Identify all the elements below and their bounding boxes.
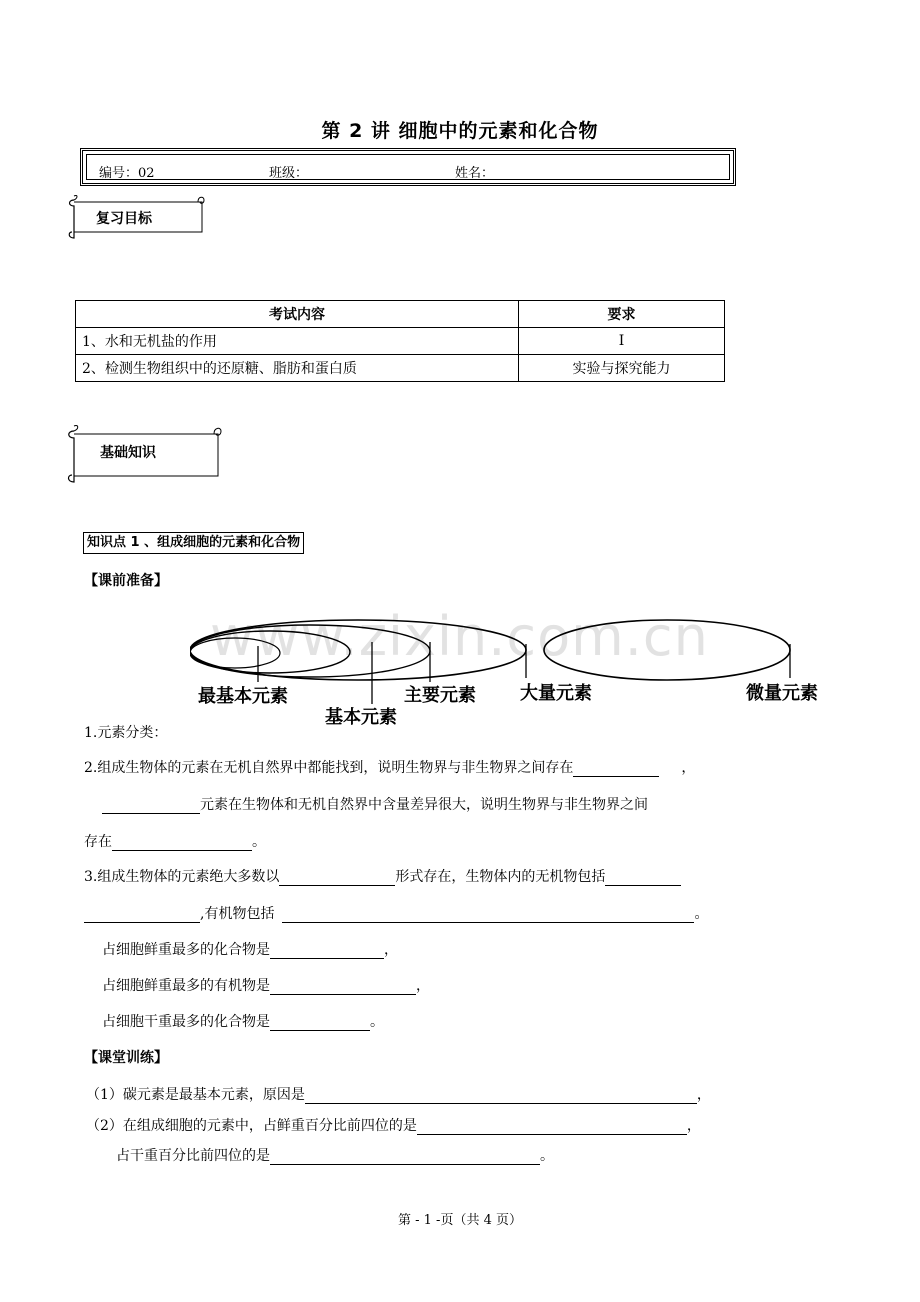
q2-line-c: [84, 831, 266, 851]
q3-b1-text: ,有机物包括: [200, 906, 275, 922]
q3-line-2: [102, 975, 430, 995]
label-basic: 基本元素: [325, 707, 397, 728]
page-footer: 第 - 1 -页（共 4 页）: [398, 1213, 522, 1228]
punct: ，: [384, 942, 398, 958]
q3-l1-text: 占细胞鲜重最多的化合物是: [102, 942, 270, 958]
punct: ，: [681, 760, 696, 776]
q3-line-1: [102, 939, 398, 959]
class-field: 班级：: [269, 166, 309, 181]
punct: ，: [686, 1118, 701, 1134]
info-box: [80, 148, 736, 186]
table-row: [76, 328, 725, 355]
t1-line: [86, 1084, 711, 1104]
blank[interactable]: [270, 978, 416, 995]
t2-text: （2）在组成细胞的元素中，占鲜重百分比前四位的是: [86, 1118, 417, 1134]
cell-content: 2、检测生物组织中的还原糖、脂肪和蛋白质: [76, 355, 519, 382]
q2-c-text: 存在: [84, 834, 112, 850]
class-heading: 【课堂训练】: [84, 1050, 168, 1066]
blank[interactable]: [102, 797, 200, 814]
q3-line-a: [84, 866, 681, 886]
t2-line: [86, 1115, 701, 1135]
q2-a-text: 2.组成生物体的元素在无机自然界中都能找到，说明生物界与非生物界之间存在: [84, 760, 574, 776]
header-requirement: 要求: [519, 301, 725, 328]
blank[interactable]: [270, 942, 384, 959]
label-macro: 大量元素: [520, 683, 592, 704]
blank[interactable]: [270, 1014, 370, 1031]
t1-text: （1）碳元素是最基本元素，原因是: [86, 1087, 305, 1103]
punct: 。: [694, 906, 709, 922]
q3-line-b: [84, 903, 708, 923]
header-content: 考试内容: [76, 301, 519, 328]
q3-line-3: [102, 1011, 384, 1031]
table-header-row: [76, 301, 725, 328]
blank[interactable]: [605, 869, 681, 886]
punct: ，: [416, 978, 430, 994]
punct: 。: [370, 1014, 384, 1030]
q2-b-text: 元素在生物体和无机自然界中含量差异很大，说明生物界与非生物界之间: [200, 797, 648, 813]
table-row: [76, 355, 725, 382]
label-most-basic: 最基本元素: [198, 686, 288, 707]
q3-l2-text: 占细胞鲜重最多的有机物是: [102, 978, 270, 994]
cell-requirement: 实验与探究能力: [519, 355, 725, 382]
blank[interactable]: [84, 906, 200, 923]
cell-content: 1、水和无机盐的作用: [76, 328, 519, 355]
t3-line: [116, 1145, 554, 1165]
cell-requirement: Ⅰ: [519, 328, 725, 355]
t3-text: 占干重百分比前四位的是: [116, 1148, 270, 1164]
blank[interactable]: [282, 906, 694, 923]
q2-line-a: [84, 757, 695, 777]
knowledge-point-title: 知识点 1 、组成细胞的元素和化合物: [83, 532, 304, 554]
blank[interactable]: [112, 834, 252, 851]
q3-a1-text: 3.组成生物体的元素绝大多数以: [84, 869, 280, 885]
q3-a2-text: 形式存在，生物体内的无机物包括: [395, 869, 606, 885]
blank[interactable]: [305, 1087, 697, 1104]
name-field: 姓名：: [455, 166, 495, 181]
q1-text: 1.元素分类：: [84, 725, 168, 741]
requirements-table: [75, 300, 725, 382]
blank[interactable]: [417, 1118, 687, 1135]
blank[interactable]: [270, 1148, 540, 1165]
label-micro: 微量元素: [746, 683, 818, 704]
prep-heading: 【课前准备】: [84, 573, 168, 589]
q3-l3-text: 占细胞干重最多的化合物是: [102, 1014, 270, 1030]
page-title: 第 2 讲 细胞中的元素和化合物: [321, 120, 599, 142]
watermark: www.zixin.com.cn: [210, 605, 709, 668]
q2-line-b: [102, 794, 648, 814]
blank[interactable]: [279, 869, 395, 886]
number-field: 编号：02: [99, 166, 155, 181]
punct: ，: [696, 1087, 711, 1103]
blank[interactable]: [573, 760, 659, 777]
punct: 。: [252, 834, 266, 850]
review-heading: 复习目标: [96, 211, 152, 227]
basic-heading: 基础知识: [100, 445, 156, 461]
punct: 。: [540, 1148, 554, 1164]
label-main: 主要元素: [404, 685, 476, 706]
